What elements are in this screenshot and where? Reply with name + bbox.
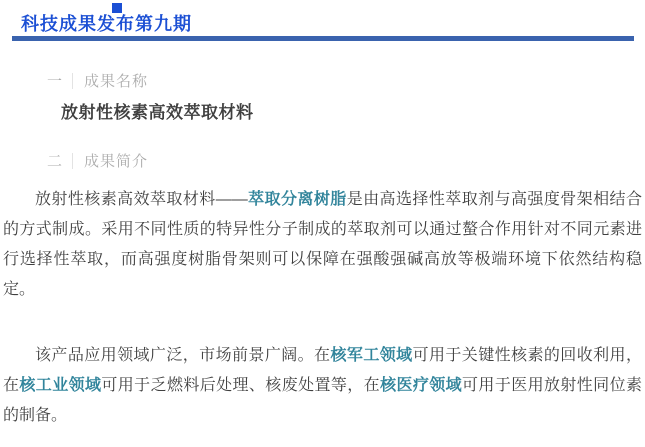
result-name: 放射性核素高效萃取材料: [61, 103, 254, 122]
title-underline-bar: [12, 36, 634, 41]
paragraph-text: 是由高选择性萃取剂与高强度骨架相结合的方式制成。采用不同性质的特异性分子制成的萃取剂可以通过螯合作用针对不同元素进行选择性萃取，而高强度树脂骨架则可以保障在强酸强碱高放等极端环境下依然结构稳定。: [3, 191, 642, 298]
page-title: 科技成果发布第九期: [21, 14, 192, 34]
section-header-result-intro: [47, 150, 148, 171]
section-divider: [72, 153, 73, 169]
section-title: 成果名称: [84, 73, 149, 90]
highlighted-term: 核医疗领域: [380, 377, 463, 394]
highlighted-term: 萃取分离树脂: [247, 191, 347, 208]
intro-paragraph-1: [3, 185, 642, 305]
paragraph-text: 可用于关键性核素的回收利用，在: [3, 347, 642, 394]
intro-paragraph-2: [3, 341, 642, 431]
highlighted-term: 核军工领域: [330, 347, 413, 364]
section-number: 一: [47, 73, 64, 90]
section-divider: [72, 73, 73, 89]
highlighted-term: 核工业领域: [19, 377, 102, 394]
paragraph-text: 放射性核素高效萃取材料——: [35, 191, 248, 208]
paragraph-text: 可用于医用放射性同位素的制备。: [3, 377, 642, 424]
section-number: 二: [47, 153, 64, 170]
section-title: 成果简介: [84, 153, 149, 170]
paragraph-text: 该产品应用领域广泛，市场前景广阔。在: [35, 347, 331, 364]
section-header-result-name: [47, 70, 148, 91]
paragraph-text: 可用于乏燃料后处理、核废处置等，在: [101, 377, 381, 394]
